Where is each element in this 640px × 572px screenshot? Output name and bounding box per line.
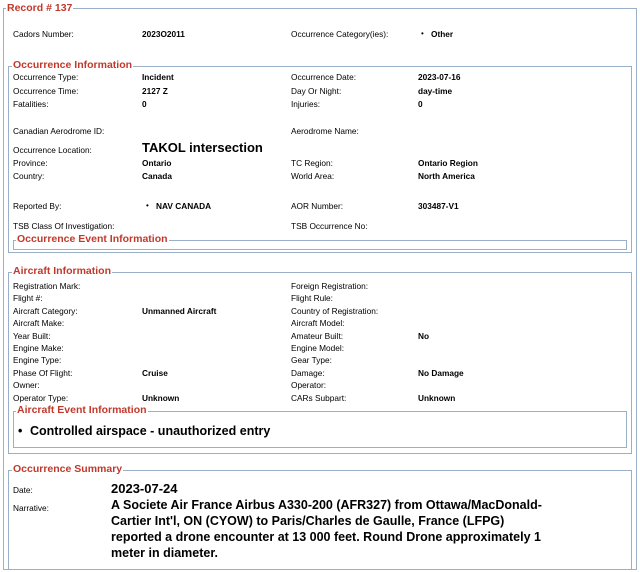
reported-by-value: NAV CANADA: [156, 201, 212, 211]
occurrence-summary-legend: Occurrence Summary: [13, 463, 123, 475]
occurrence-type-label: Occurrence Type:: [13, 72, 79, 82]
amateur-built-value: No: [418, 331, 430, 341]
fatalities-label: Fatalities:: [13, 99, 49, 109]
record-title: Record # 137: [7, 2, 73, 14]
engine-model-label: Engine Model:: [291, 343, 345, 353]
flight-number-label: Flight #:: [13, 293, 43, 303]
operator-label: Operator:: [291, 380, 327, 390]
summary-date-label: Date:: [13, 485, 33, 495]
aircraft-category-value: Unmanned Aircraft: [142, 306, 217, 316]
injuries-label: Injuries:: [291, 99, 321, 109]
occurrence-type-value: Incident: [142, 72, 174, 82]
operator-type-label: Operator Type:: [13, 393, 69, 403]
aircraft-model-label: Aircraft Model:: [291, 318, 345, 328]
country-of-registration-label: Country of Registration:: [291, 306, 379, 316]
phase-of-flight-value: Cruise: [142, 368, 168, 378]
occurrence-location-value: TAKOL intersection: [142, 140, 263, 155]
bullet-icon: •: [146, 201, 149, 210]
fatalities-value: 0: [142, 99, 147, 109]
occurrence-event-legend: Occurrence Event Information: [17, 233, 168, 245]
aircraft-event-legend: Aircraft Event Information: [17, 404, 147, 416]
cars-subpart-value: Unknown: [418, 393, 456, 403]
bullet-icon: •: [421, 29, 424, 38]
cadors-number-value: 2023O2011: [142, 29, 185, 39]
bullet-icon: •: [18, 424, 23, 438]
aircraft-event-value: Controlled airspace - unauthorized entry: [30, 424, 271, 438]
foreign-registration-label: Foreign Registration:: [291, 281, 369, 291]
world-area-label: World Area:: [291, 171, 335, 181]
cars-subpart-label: CARs Subpart:: [291, 393, 347, 403]
aerodrome-id-label: Canadian Aerodrome ID:: [13, 126, 105, 136]
occurrence-category-label: Occurrence Category(ies):: [291, 29, 389, 39]
registration-mark-label: Registration Mark:: [13, 281, 81, 291]
day-or-night-value: day-time: [418, 86, 453, 96]
flight-rule-label: Flight Rule:: [291, 293, 333, 303]
occurrence-time-label: Occurrence Time:: [13, 86, 79, 96]
narrative-value: A Societe Air France Airbus A330-200 (AFR327) from Ottawa/MacDonald-Cartier Int'l, ON (CYOW) to Paris/Charles de Gaulle, France (LFPG) reported a drone encounter at 13 000 feet. Round Drone approximately 1 meter in diameter.: [111, 498, 542, 560]
country-label: Country:: [13, 171, 45, 181]
owner-label: Owner:: [13, 380, 40, 390]
aor-number-value: 303487-V1: [418, 201, 459, 211]
operator-type-value: Unknown: [142, 393, 180, 403]
narrative-label: Narrative:: [13, 503, 49, 513]
day-or-night-label: Day Or Night:: [291, 86, 342, 96]
amateur-built-label: Amateur Built:: [291, 331, 344, 341]
country-value: Canada: [142, 171, 172, 181]
aircraft-make-label: Aircraft Make:: [13, 318, 65, 328]
province-value: Ontario: [142, 158, 172, 168]
engine-make-label: Engine Make:: [13, 343, 64, 353]
tc-region-label: TC Region:: [291, 158, 333, 168]
aircraft-category-label: Aircraft Category:: [13, 306, 78, 316]
gear-type-label: Gear Type:: [291, 355, 332, 365]
province-label: Province:: [13, 158, 48, 168]
damage-value: No Damage: [418, 368, 464, 378]
summary-date-value: 2023-07-24: [111, 481, 178, 496]
occurrence-date-value: 2023-07-16: [418, 72, 461, 82]
world-area-value: North America: [418, 171, 475, 181]
cadors-number-label: Cadors Number:: [13, 29, 74, 39]
aor-number-label: AOR Number:: [291, 201, 344, 211]
occurrence-info-legend: Occurrence Information: [13, 59, 133, 71]
occurrence-category-value: Other: [431, 29, 454, 39]
phase-of-flight-label: Phase Of Flight:: [13, 368, 73, 378]
damage-label: Damage:: [291, 368, 325, 378]
reported-by-label: Reported By:: [13, 201, 62, 211]
aircraft-info-legend: Aircraft Information: [13, 265, 112, 277]
aerodrome-name-label: Aerodrome Name:: [291, 126, 359, 136]
injuries-value: 0: [418, 99, 423, 109]
occurrence-date-label: Occurrence Date:: [291, 72, 357, 82]
tsb-class-label: TSB Class Of Investigation:: [13, 221, 115, 231]
occurrence-location-label: Occurrence Location:: [13, 145, 92, 155]
year-built-label: Year Built:: [13, 331, 51, 341]
engine-type-label: Engine Type:: [13, 355, 62, 365]
occurrence-time-value: 2127 Z: [142, 86, 168, 96]
tsb-occurrence-no-label: TSB Occurrence No:: [291, 221, 368, 231]
tc-region-value: Ontario Region: [418, 158, 478, 168]
